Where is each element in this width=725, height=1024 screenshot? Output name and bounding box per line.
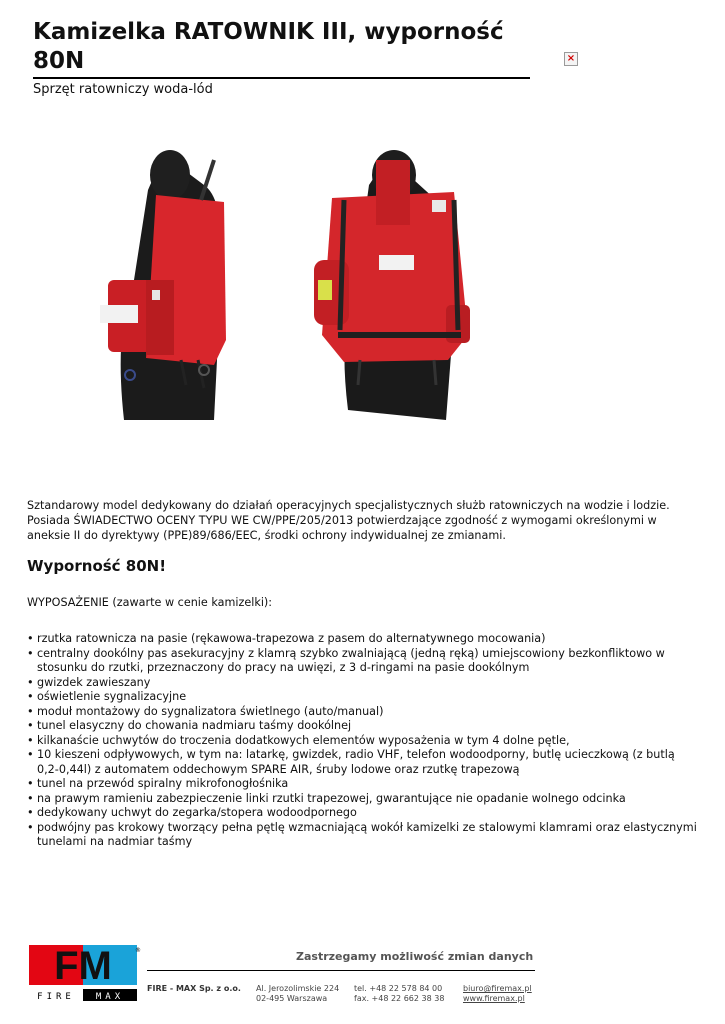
address-line-2: 02-495 Warszawa [256,994,328,1003]
list-item: • gwizdek zawieszany [27,676,697,691]
title-divider [33,77,530,79]
list-item: • centralny dookólny pas asekuracyjny z klamrą szybko zwalniającą (jedną ręką) umiejscowiony bezkonfliktowo w stosunku do rzutki, przeznaczony do pracy na uwięzi, z 3 d-ringami na pasie dookólnym [27,647,697,676]
intro-text [27,498,697,543]
company-address [256,984,339,1004]
list-item: • kilkanaście uchwytów do troczenia dodatkowych elementów wyposażenia w tym 4 dolne pętle, [27,734,697,749]
intro-line-2: Posiada ŚWIADECTWO OCENY TYPU WE CW/PPE/205/2013 potwierdzające zgodność z wymogami określonymi w aneksie II do dyrektywy (PPE)89/686/EEC, środki ochrony indywidualnej ze zmianami. [27,514,657,542]
buoyancy-heading: Wyporność 80N! [27,557,167,575]
list-item: • dedykowany uchwyt do zegarka/stopera wodoodpornego [27,806,697,821]
list-item: • rzutka ratownicza na pasie (rękawowa-trapezowa z pasem do alternatywnego mocowania) [27,632,697,647]
page-title: Kamizelka RATOWNIK III, wyporność 80N [33,19,504,74]
footer-disclaimer: Zastrzegamy możliwość zmian danych [296,950,534,963]
company-phones [354,984,444,1004]
vest-side-view [100,150,226,420]
phone-number: tel. +48 22 578 84 00 [354,984,443,993]
email-link[interactable]: biuro@firemax.pl [463,984,532,993]
list-item: • na prawym ramieniu zabezpieczenie linki rzutki trapezowej, gwarantujące nie opadanie wolnego odcinka [27,792,697,807]
list-item: • tunel elasyczny do chowania nadmiaru taśmy dookólnej [27,719,697,734]
list-item: • moduł montażowy do sygnalizatora świetlnego (auto/manual) [27,705,697,720]
page-subtitle: Sprzęt ratowniczy woda-lód [33,82,213,97]
footer-divider [147,970,535,971]
intro-line-1: Sztandarowy model dedykowany do działań operacyjnych specjalistycznych służb ratowniczych na wodzie i lodzie. [27,499,670,512]
logo-wordmark-fire: FIRE [37,992,75,1002]
fax-number: fax. +48 22 662 38 38 [354,994,445,1003]
firemax-logo [29,945,142,1003]
broken-image-icon: × [564,52,578,66]
product-photo [86,130,526,440]
vest-front-view [314,150,470,420]
logo-wordmark-max: MAX [95,992,125,1002]
company-name: FIRE - MAX Sp. z o.o. [147,984,241,993]
equipment-list [27,632,697,850]
list-item: • 10 kieszeni odpływowych, w tym na: latarkę, gwizdek, radio VHF, telefon wodoodporny, butlę ucieczkową (z butlą 0,2-0,44l) z automatem oddechowym SPARE AIR, śruby lodowe oraz rzutkę trapezową [27,748,697,777]
list-item: • oświetlenie sygnalizacyjne [27,690,697,705]
address-line-1: Al. Jerozolimskie 224 [256,984,340,993]
registered-mark: ® [135,947,141,954]
website-link[interactable]: www.firemax.pl [463,994,525,1003]
equipment-label: WYPOSAŻENIE (zawarte w cenie kamizelki): [27,596,273,609]
list-item: • podwójny pas krokowy tworzący pełna pętlę wzmacniającą wokół kamizelki ze stalowymi klamrami oraz elastycznymi tunelami na nadmiar taśmy [27,821,697,850]
company-contacts [463,984,532,1004]
logo-mark: FM [54,945,112,988]
list-item: • tunel na przewód spiralny mikrofonogłośnika [27,777,697,792]
